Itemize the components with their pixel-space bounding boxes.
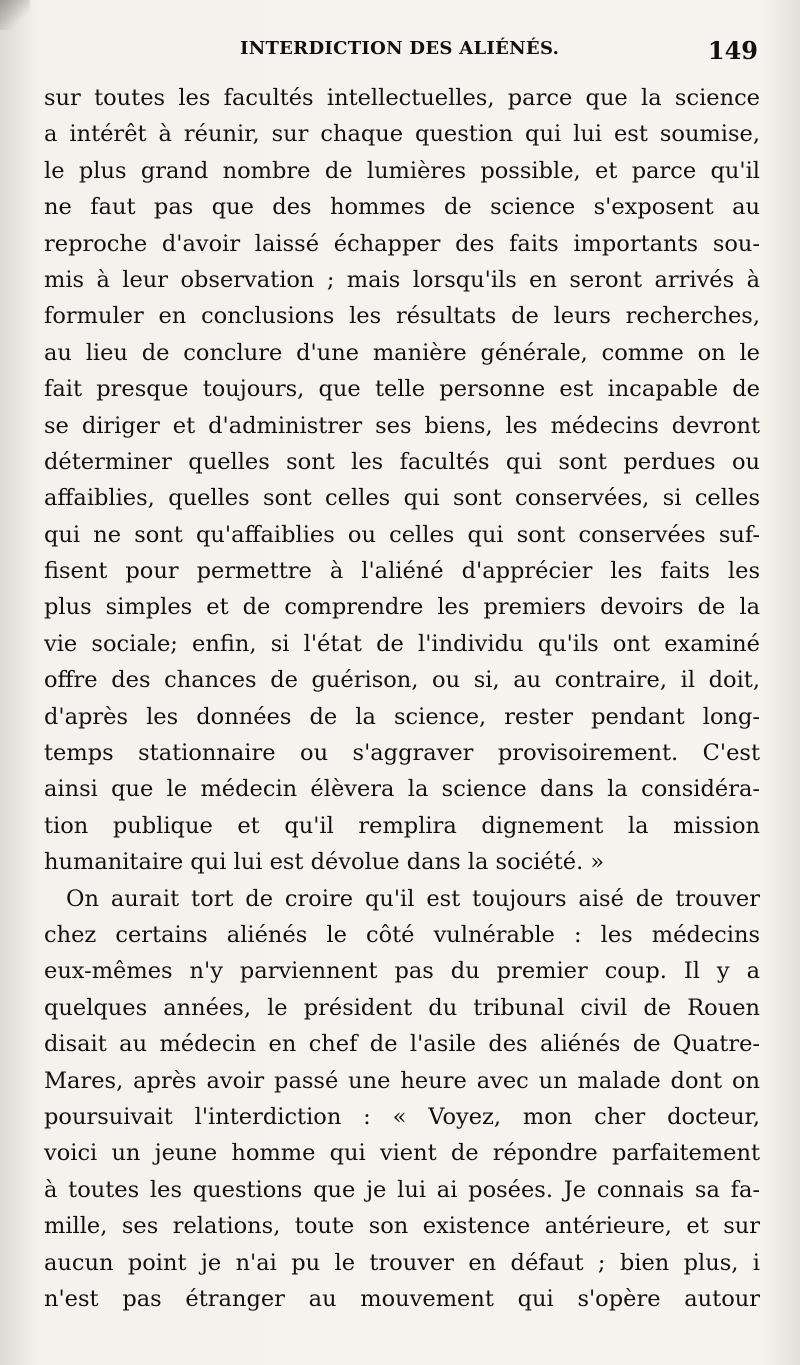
text-line: voici un jeune homme qui vient de répondre parfaitement <box>44 1140 760 1167</box>
text-line: mille, ses relations, toute son existence antérieure, et sur <box>44 1213 760 1240</box>
text-line: quelques années, le président du tribunal civil de Rouen <box>44 994 760 1021</box>
text-line: qui ne sont qu'affaiblies ou celles qui sont conservées suf- <box>44 521 760 548</box>
running-head <box>44 36 760 70</box>
text-line: a intérêt à réunir, sur chaque question qui lui est soumise, <box>44 121 760 148</box>
text-line: poursuivait l'interdiction : « Voyez, mon cher docteur, <box>44 1103 760 1130</box>
text-line: à toutes les questions que je lui ai posées. Je connais sa fa- <box>44 1176 760 1203</box>
text-line: aucun point je n'ai pu le trouver en défaut ; bien plus, i <box>44 1249 760 1276</box>
text-line: humanitaire qui lui est dévolue dans la société. » <box>44 849 605 876</box>
text-line: fisent pour permettre à l'aliéné d'apprécier les faits les <box>44 558 760 585</box>
text-line: le plus grand nombre de lumières possible, et parce qu'il <box>44 157 760 184</box>
page-number: 149 <box>707 36 758 65</box>
text-line: disait au médecin en chef de l'asile des aliénés de Quatre- <box>44 1031 760 1058</box>
text-line: affaiblies, quelles sont celles qui sont conservées, si celles <box>44 485 760 512</box>
text-line: On aurait tort de croire qu'il est toujours aisé de trouver <box>66 885 760 912</box>
paragraph-on-aurait-tort <box>44 881 760 1318</box>
paragraph-quote-end <box>44 80 760 881</box>
text-line: chez certains aliénés le côté vulnérable : les médecins <box>44 921 760 948</box>
text-line: déterminer quelles sont les facultés qui sont perdues ou <box>44 448 760 475</box>
text-line: plus simples et de comprendre les premiers devoirs de la <box>44 594 760 621</box>
text-line: offre des chances de guérison, ou si, au contraire, il doit, <box>44 667 760 694</box>
text-line: d'après les données de la science, rester pendant long- <box>44 703 760 730</box>
text-line: vie sociale; enfin, si l'état de l'individu qu'ils ont examiné <box>44 630 760 657</box>
text-line: reproche d'avoir laissé échapper des faits importants sou- <box>44 230 760 257</box>
text-line: n'est pas étranger au mouvement qui s'opère autour <box>44 1285 760 1312</box>
text-line: temps stationnaire ou s'aggraver provisoirement. C'est <box>44 740 760 767</box>
text-line: au lieu de conclure d'une manière générale, comme on le <box>44 339 760 366</box>
text-line: fait presque toujours, que telle personne est incapable de <box>44 376 760 403</box>
text-line: sur toutes les facultés intellectuelles, parce que la science <box>44 85 760 111</box>
text-line: ainsi que le médecin élèvera la science dans la considéra- <box>44 776 760 803</box>
text-line: ne faut pas que des hommes de science s'exposent au <box>44 194 760 221</box>
text-line: mis à leur observation ; mais lorsqu'ils en seront arrivés à <box>44 266 760 293</box>
page-body <box>44 80 760 1317</box>
page-corner-shadow <box>0 0 30 30</box>
text-line: se diriger et d'administrer ses biens, les médecins devront <box>44 412 760 439</box>
text-line: formuler en conclusions les résultats de leurs recherches, <box>44 303 760 330</box>
running-title: INTERDICTION DES ALIÉNÉS. <box>240 38 560 59</box>
text-line: eux-mêmes n'y parviennent pas du premier coup. Il y a <box>44 958 760 985</box>
text-line: Mares, après avoir passé une heure avec un malade dont on <box>44 1067 760 1094</box>
text-line: tion publique et qu'il remplira dignement la mission <box>44 812 760 839</box>
